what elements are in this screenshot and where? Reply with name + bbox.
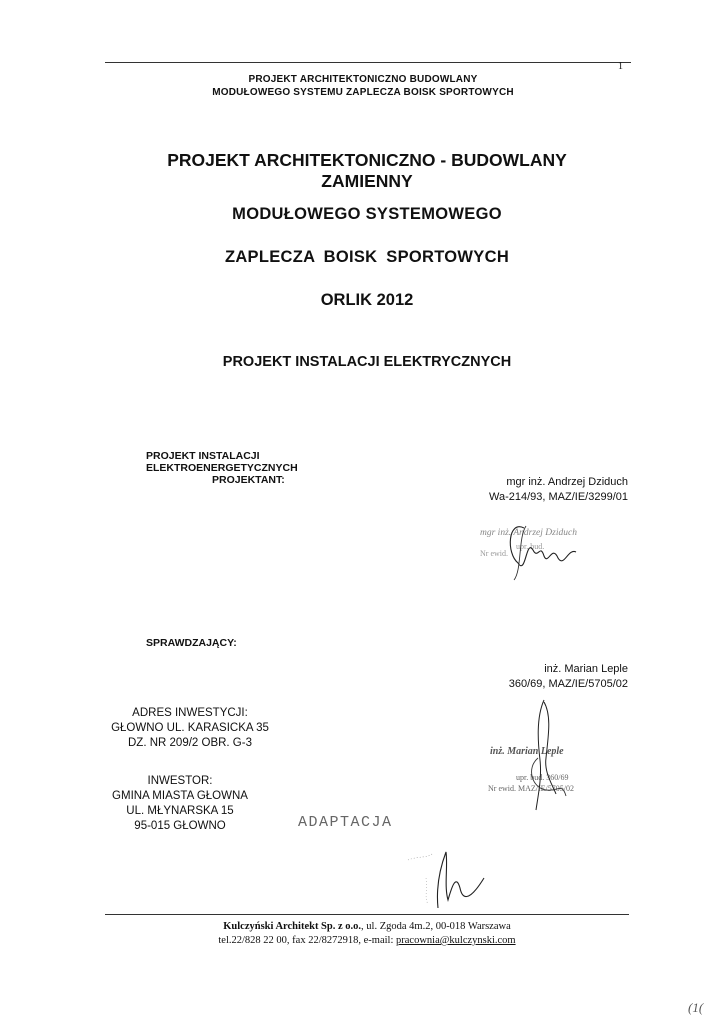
footer-line-1 — [0, 920, 726, 934]
checker-name: inż. Marian Leple — [544, 663, 628, 675]
investment-address — [80, 706, 300, 751]
title-line-1: PROJEKT ARCHITEKTONICZNO - BUDOWLANY — [167, 150, 567, 170]
investor-line-3: UL. MŁYNARSKA 15 — [126, 805, 234, 817]
checker-info — [509, 662, 628, 692]
investor-line-2: GMINA MIASTA GŁOWNA — [112, 790, 248, 802]
footer — [0, 920, 726, 948]
document-subtitle: PROJEKT INSTALACJI ELEKTRYCZNYCH — [222, 354, 512, 370]
footer-firm: Kulczyński Architekt Sp. z o.o. — [223, 921, 362, 932]
designer-name: mgr inż. Andrzej Dziduch — [506, 476, 628, 488]
designer-label — [146, 450, 298, 486]
designer-stamp-line-2: upr. bud. — [516, 542, 545, 551]
designer-stamp-line-3: Nr ewid. — [480, 549, 508, 558]
checker-stamp-signature — [486, 698, 616, 818]
designer-label-line-2: ELEKTROENERGETYCZNYCH — [146, 462, 298, 474]
footer-email-link[interactable]: pracownia@kulczynski.com — [396, 935, 516, 946]
investor-line-4: 95-015 GŁOWNO — [134, 820, 226, 832]
margin-handwritten-mark: (1( — [688, 1000, 704, 1015]
running-header-line-2: MODUŁOWEGO SYSTEMU ZAPLECZA BOISK SPORTOWYCH — [212, 87, 514, 98]
address-line-2: GŁOWNO UL. KARASICKA 35 — [111, 722, 269, 734]
investor-line-1: INWESTOR: — [147, 775, 213, 787]
page-number: 1 — [618, 61, 623, 72]
checker-label: SPRAWDZAJĄCY: — [146, 637, 237, 649]
title-line-3: MODUŁOWEGO SYSTEMOWEGO — [232, 205, 502, 223]
designer-stamp-line-1: mgr inż. Andrzej Dziduch — [480, 528, 577, 538]
header-rule — [105, 62, 631, 63]
title-main — [0, 150, 726, 192]
checker-license: 360/69, MAZ/IE/5705/02 — [508, 678, 628, 690]
checker-stamp-line-1: inż. Marian Leple — [490, 746, 564, 757]
checker-stamp-line-3: Nr ewid. MAZ/IE/5705/02 — [488, 784, 574, 793]
title-line-5: ORLIK 2012 — [320, 291, 414, 309]
running-header-line-1: PROJEKT ARCHITEKTONICZNO BUDOWLANY — [248, 74, 478, 85]
adaptation-stamp: ADAPTACJA — [298, 814, 393, 831]
footer-line-2 — [0, 934, 726, 948]
designer-stamp-signature — [478, 508, 628, 588]
investor-info — [70, 774, 290, 834]
title-line-2: ZAMIENNY — [321, 171, 413, 191]
footer-address: , ul. Zgoda 4m.2, 00-018 Warszawa — [361, 921, 511, 932]
designer-info — [489, 475, 628, 505]
designer-label-line-1: PROJEKT INSTALACJI — [146, 450, 260, 462]
title-line-4: ZAPLECZA BOISK SPORTOWYCH — [224, 248, 510, 266]
designer-license: Wa-214/93, MAZ/IE/3299/01 — [489, 491, 628, 503]
footer-rule — [105, 914, 629, 915]
address-line-3: DZ. NR 209/2 OBR. G-3 — [128, 737, 252, 749]
footer-phone: tel.22/828 22 00, fax 22/8272918, e-mail: — [218, 935, 396, 946]
running-header — [0, 73, 726, 99]
adaptation-signature — [388, 838, 498, 918]
designer-label-line-3: PROJEKTANT: — [212, 474, 285, 486]
address-line-1: ADRES INWESTYCJI: — [132, 707, 248, 719]
checker-stamp-line-2: upr. bud. 360/69 — [516, 773, 569, 782]
